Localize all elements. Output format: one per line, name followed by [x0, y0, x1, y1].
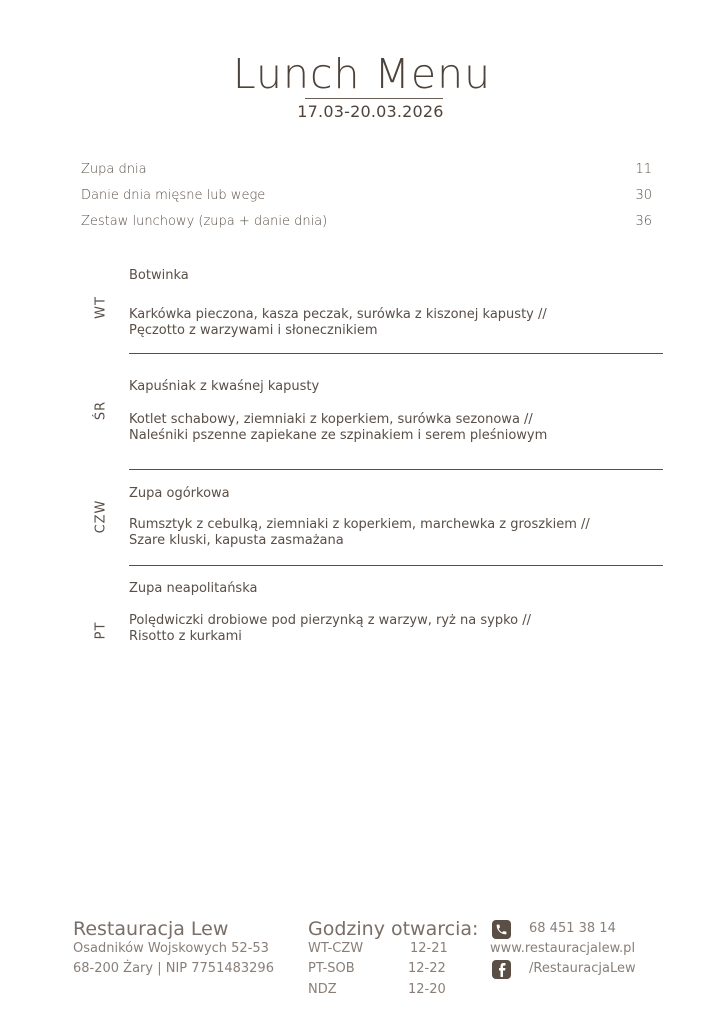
- main-dish-thursday: Rumsztyk z cebulką, ziemniaki z koperkiem, marchewka z groszkiem //: [129, 517, 590, 532]
- price-label: Zupa dnia: [81, 161, 147, 177]
- day-label-friday: PT: [93, 621, 109, 640]
- price-value: 30: [635, 187, 652, 203]
- restaurant-name: Restauracja Lew: [73, 918, 229, 940]
- vege-dish-wednesday: Naleśniki pszenne zapiekane ze szpinakiem i serem pleśniowym: [129, 428, 548, 443]
- title-underline: [305, 98, 443, 99]
- vege-dish-tuesday: Pęczotto z warzywami i słonecznikiem: [129, 323, 378, 338]
- soup-friday: Zupa neapolitańska: [129, 581, 258, 596]
- address-street: Osadników Wojskowych 52-53: [73, 941, 269, 956]
- price-row: [81, 159, 652, 179]
- hours-time: 12-21: [410, 941, 448, 956]
- day-label-tuesday: WT: [93, 296, 109, 319]
- main-dish-wednesday: Kotlet schabowy, ziemniaki z koperkiem, surówka sezonowa //: [129, 412, 533, 427]
- hours-time: 12-22: [408, 961, 446, 976]
- phone-number[interactable]: 68 451 38 14: [529, 921, 616, 936]
- hours-days: PT-SOB: [308, 961, 355, 976]
- price-label: Zestaw lunchowy (zupa + danie dnia): [81, 213, 328, 229]
- phone-icon: [492, 920, 511, 939]
- soup-tuesday: Botwinka: [129, 268, 189, 283]
- day-divider: [129, 565, 663, 566]
- day-label-wednesday: ŚR: [93, 400, 109, 421]
- day-divider: [129, 353, 663, 354]
- price-row: [81, 185, 652, 205]
- hours-days: WT-CZW: [308, 941, 364, 956]
- address-city-nip: 68-200 Żary | NIP 7751483296: [73, 961, 274, 976]
- opening-hours-title: Godziny otwarcia:: [308, 918, 479, 940]
- soup-wednesday: Kapuśniak z kwaśnej kapusty: [129, 379, 320, 394]
- soup-thursday: Zupa ogórkowa: [129, 486, 230, 501]
- price-row: [81, 211, 652, 231]
- facebook-link[interactable]: /RestauracjaLew: [529, 961, 636, 976]
- hours-time: 12-20: [408, 982, 446, 997]
- vege-dish-thursday: Szare kluski, kapusta zasmażana: [129, 533, 344, 548]
- hours-days: NDZ: [308, 982, 337, 997]
- day-divider: [129, 469, 663, 470]
- main-dish-friday: Polędwiczki drobiowe pod pierzynką z warzyw, ryż na sypko //: [129, 613, 531, 628]
- main-dish-tuesday: Karkówka pieczona, kasza peczak, surówka z kiszonej kapusty //: [129, 307, 547, 322]
- price-value: 36: [635, 213, 652, 229]
- price-value: 11: [635, 161, 652, 177]
- menu-dates: 17.03-20.03.2026: [297, 102, 444, 121]
- facebook-icon: [492, 960, 511, 979]
- vege-dish-friday: Risotto z kurkami: [129, 629, 242, 644]
- website-link[interactable]: www.restauracjalew.pl: [490, 941, 636, 956]
- price-label: Danie dnia mięsne lub wege: [81, 187, 266, 203]
- day-label-thursday: CZW: [93, 499, 109, 534]
- menu-title: Lunch Menu: [232, 50, 492, 98]
